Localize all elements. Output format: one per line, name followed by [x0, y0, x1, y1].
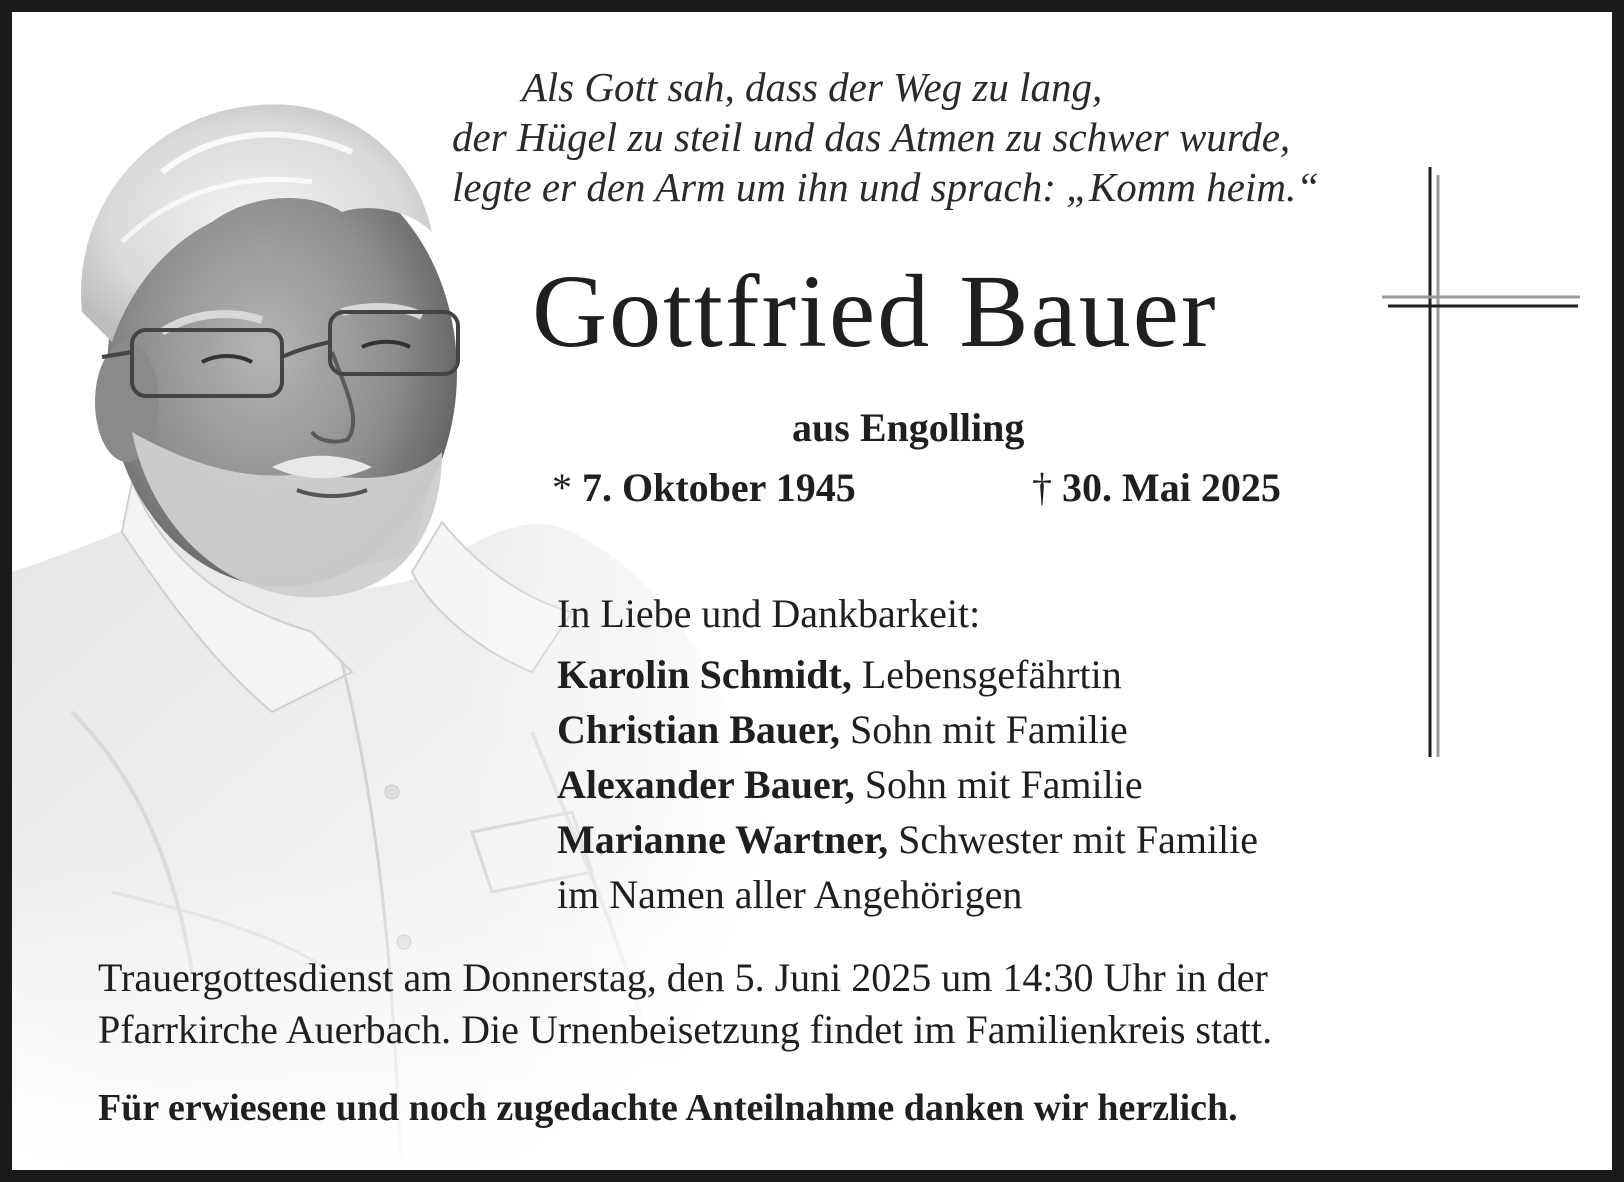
mourners-closing: im Namen aller Angehörigen [557, 872, 1023, 917]
death-date-value: 30. Mai 2025 [1062, 465, 1281, 510]
mourner-name: Marianne Wartner, [557, 817, 889, 862]
origin: aus Engolling [792, 405, 1025, 450]
thanks-line: Für erwiesene und noch zugedachte Anteilnahme danken wir herzlich. [98, 1087, 1238, 1129]
verse-line: legte er den Arm um ihn und sprach: „Komm heim.“ [452, 164, 1320, 210]
mourners-intro: In Liebe und Dankbarkeit: [557, 591, 981, 636]
mourner-relation: Sohn mit Familie [850, 707, 1128, 752]
mourner-entry [557, 812, 1258, 867]
mourner-name: Christian Bauer, [557, 707, 841, 752]
birth-date [552, 460, 856, 516]
death-symbol: † [1032, 465, 1052, 510]
service-line: Pfarrkirche Auerbach. Die Urnenbeisetzung findet im Familienkreis statt. [98, 1007, 1273, 1052]
mourner-entry [557, 702, 1258, 757]
cross-icon [1382, 167, 1592, 787]
death-date [1032, 460, 1281, 516]
service-info [98, 952, 1578, 1056]
verse-line: Als Gott sah, dass der Weg zu lang, [521, 64, 1103, 110]
mourner-entry [557, 757, 1258, 812]
verse [452, 62, 1320, 212]
mourner-relation: Lebensgefährtin [861, 652, 1122, 697]
mourner-relation: Sohn mit Familie [864, 762, 1143, 807]
deceased-name: Gottfried Bauer [532, 254, 1218, 369]
service-line: Trauergottesdienst am Donnerstag, den 5. Juni 2025 um 14:30 Uhr in der [98, 955, 1268, 1000]
mourners-list [557, 586, 1258, 922]
mourner-entry [557, 647, 1258, 702]
verse-line: der Hügel zu steil und das Atmen zu schwer wurde, [452, 114, 1291, 160]
mourner-name: Karolin Schmidt, [557, 652, 852, 697]
birth-symbol: * [552, 465, 572, 510]
mourner-relation: Schwester mit Familie [898, 817, 1259, 862]
birth-date-value: 7. Oktober 1945 [582, 465, 856, 510]
mourner-name: Alexander Bauer, [557, 762, 855, 807]
